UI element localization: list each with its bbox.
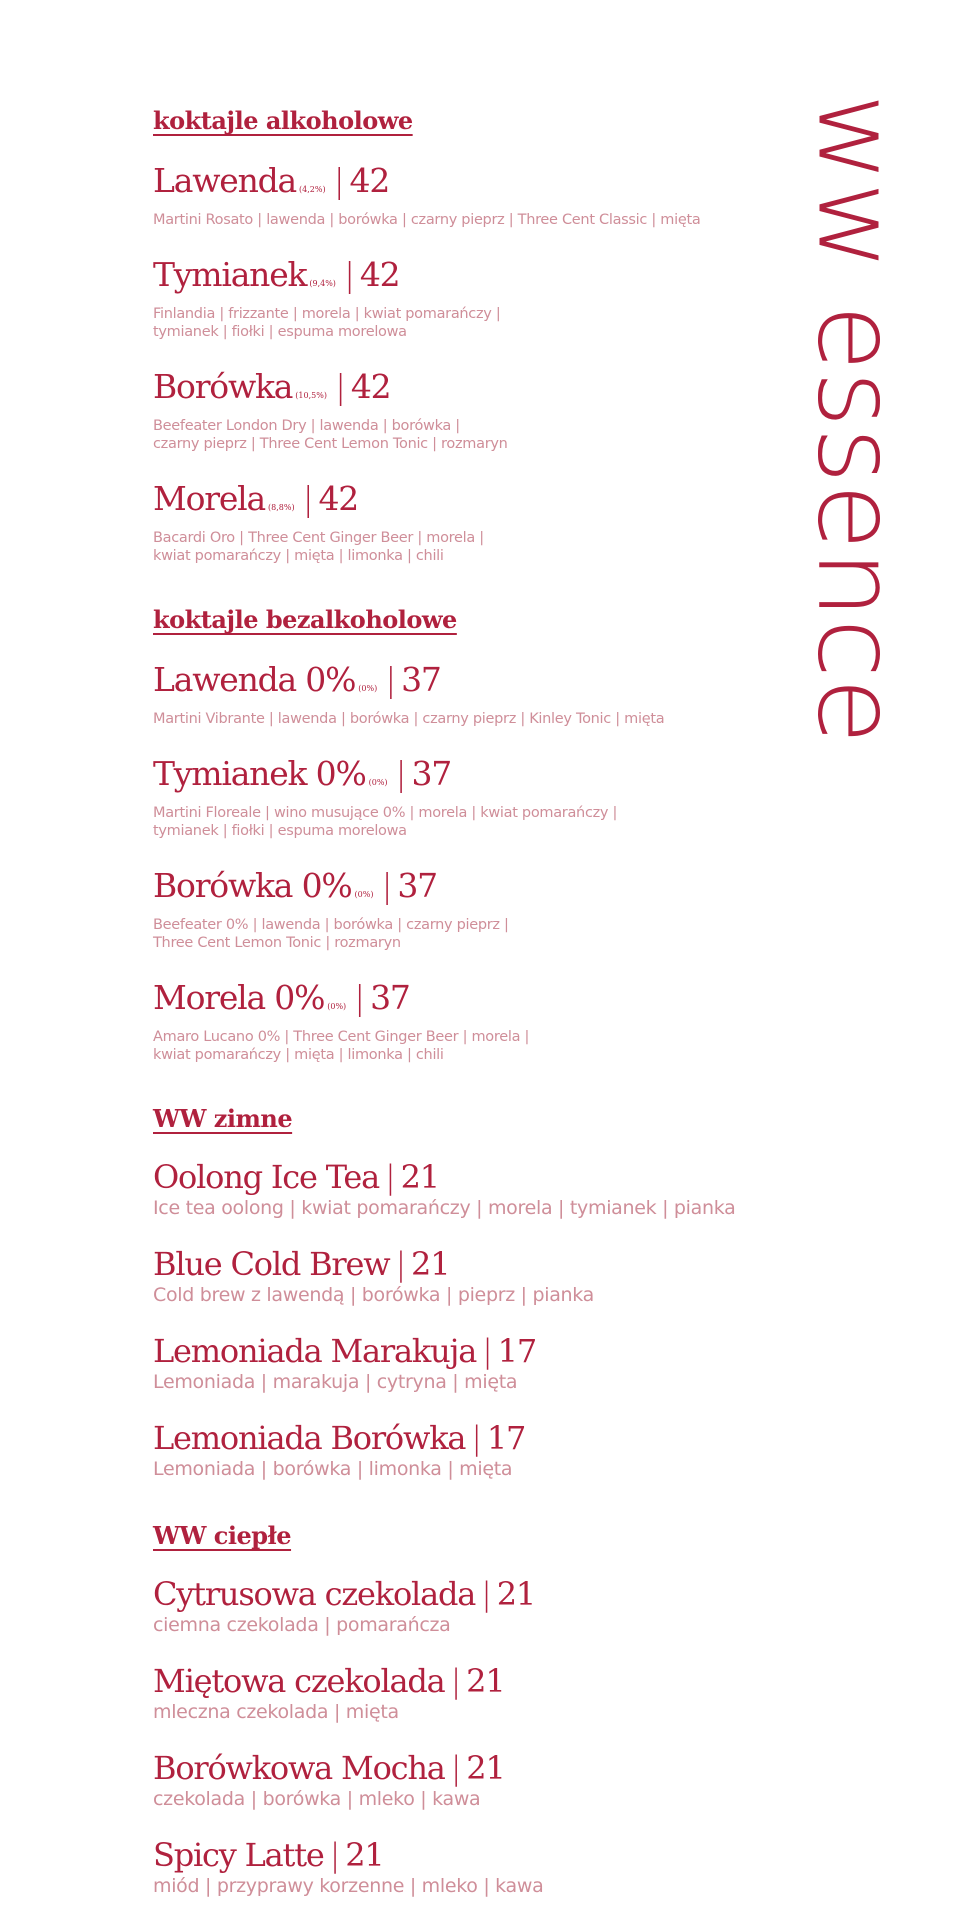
item-price: 21 <box>466 1749 505 1787</box>
item-description <box>153 417 753 453</box>
item-abv: (10,5%) <box>295 391 327 400</box>
item-price: 42 <box>350 367 391 406</box>
price-separator: | <box>302 479 313 518</box>
item-description <box>153 1283 753 1307</box>
item-title <box>153 1661 793 1701</box>
price-separator: | <box>471 1419 481 1457</box>
item-description <box>153 1700 753 1724</box>
item-price: 37 <box>411 754 452 793</box>
menu-item <box>153 255 793 341</box>
price-separator: | <box>343 255 354 294</box>
price-separator: | <box>450 1749 461 1787</box>
price-separator: | <box>450 1662 461 1700</box>
item-title <box>153 1418 793 1458</box>
item-description <box>153 1457 753 1481</box>
menu-item <box>153 161 793 229</box>
menu-item <box>153 1574 793 1637</box>
price-separator: | <box>395 1245 406 1283</box>
item-name: Blue Cold Brew <box>153 1245 390 1283</box>
menu-item <box>153 1157 793 1220</box>
menu <box>153 106 793 1898</box>
price-separator: | <box>481 1575 491 1613</box>
item-name: Morela 0% <box>153 978 325 1017</box>
price-separator: | <box>334 367 345 406</box>
item-name: Oolong Ice Tea <box>153 1158 380 1196</box>
description-line: Ice tea oolong | kwiat pomarańczy | morela | tymianek | pianka <box>153 1197 736 1219</box>
item-title <box>153 161 793 210</box>
price-separator: | <box>395 754 406 793</box>
menu-item <box>153 1835 793 1898</box>
price-separator: | <box>482 1332 492 1370</box>
description-line: Martini Floreale | wino musujące 0% | morela | kwiat pomarańczy | <box>153 805 618 821</box>
item-description <box>153 916 753 952</box>
item-name: Borówka 0% <box>153 866 352 905</box>
item-title <box>153 1244 793 1284</box>
item-title <box>153 255 793 304</box>
item-price: 21 <box>411 1245 450 1283</box>
item-price: 37 <box>401 660 441 699</box>
brand-name: ww essence <box>793 93 919 745</box>
item-title <box>153 660 793 709</box>
item-description <box>153 211 753 229</box>
item-price: 21 <box>400 1158 439 1196</box>
item-abv: (0%) <box>354 890 374 899</box>
item-price: 37 <box>397 866 437 905</box>
description-line: kwiat pomarańczy | mięta | limonka | chili <box>153 1047 444 1063</box>
description-line: tymianek | fiołki | espuma morelowa <box>153 324 407 340</box>
menu-item <box>153 1661 793 1724</box>
item-name: Cytrusowa czekolada <box>153 1575 476 1613</box>
item-title <box>153 1331 793 1371</box>
description-line: Lemoniada | borówka | limonka | mięta <box>153 1458 513 1480</box>
section-title-ww-zimne: WW zimne <box>153 1104 293 1133</box>
item-title <box>153 1748 793 1788</box>
description-line: kwiat pomarańczy | mięta | limonka | chili <box>153 548 444 564</box>
menu-item <box>153 1748 793 1811</box>
item-name: Lawenda 0% <box>153 660 356 699</box>
price-separator: | <box>354 978 365 1017</box>
item-price: 42 <box>359 255 400 294</box>
item-price: 21 <box>345 1836 384 1874</box>
item-description <box>153 1370 753 1394</box>
item-price: 21 <box>466 1662 505 1700</box>
item-description <box>153 710 753 728</box>
description-line: Beefeater 0% | lawenda | borówka | czarny pieprz | <box>153 917 509 933</box>
item-name: Lawenda <box>153 161 297 200</box>
description-line: Beefeater London Dry | lawenda | borówka | <box>153 418 460 434</box>
item-description <box>153 1196 753 1220</box>
item-description <box>153 804 753 840</box>
section-title-koktajle-bezalkoholowe: koktajle bezalkoholowe <box>153 605 457 634</box>
item-title <box>153 1574 793 1614</box>
description-line: Amaro Lucano 0% | Three Cent Ginger Beer | morela | <box>153 1029 530 1045</box>
item-abv: (4,2%) <box>299 185 326 194</box>
item-price: 42 <box>349 161 390 200</box>
menu-item <box>153 1331 793 1394</box>
item-description <box>153 1613 753 1637</box>
item-price: 37 <box>370 978 410 1017</box>
section-title-ww-cieple: WW ciepłe <box>153 1521 292 1550</box>
menu-item <box>153 367 793 453</box>
item-title <box>153 1157 793 1197</box>
item-name: Borówka <box>153 367 293 406</box>
description-line: czekolada | borówka | mleko | kawa <box>153 1788 481 1810</box>
item-title <box>153 1835 793 1875</box>
item-description <box>153 529 753 565</box>
item-title <box>153 367 793 416</box>
description-line: Cold brew z lawendą | borówka | pieprz | pianka <box>153 1284 595 1306</box>
item-name: Lemoniada Marakuja <box>153 1332 477 1370</box>
price-separator: | <box>385 660 396 699</box>
item-title <box>153 978 793 1027</box>
price-separator: | <box>329 1836 340 1874</box>
item-abv: (9,4%) <box>309 279 336 288</box>
price-separator: | <box>381 866 392 905</box>
item-description <box>153 1787 753 1811</box>
description-line: czarny pieprz | Three Cent Lemon Tonic | rozmaryn <box>153 436 508 452</box>
item-description <box>153 1028 753 1064</box>
description-line: miód | przyprawy korzenne | mleko | kawa <box>153 1875 544 1897</box>
item-title <box>153 754 793 803</box>
item-price: 17 <box>486 1419 526 1457</box>
description-line: tymianek | fiołki | espuma morelowa <box>153 823 407 839</box>
menu-item <box>153 866 793 952</box>
menu-item <box>153 660 793 728</box>
item-abv: (0%) <box>358 684 378 693</box>
section-title-koktajle-alkoholowe: koktajle alkoholowe <box>153 106 413 135</box>
menu-item <box>153 1244 793 1307</box>
item-name: Spicy Latte <box>153 1836 324 1874</box>
price-separator: | <box>333 161 344 200</box>
description-line: Martini Vibrante | lawenda | borówka | czarny pieprz | Kinley Tonic | mięta <box>153 711 665 727</box>
item-title <box>153 866 793 915</box>
item-abv: (0%) <box>327 1002 347 1011</box>
item-name: Morela <box>153 479 265 518</box>
menu-item <box>153 1418 793 1481</box>
item-title <box>153 479 793 528</box>
description-line: mleczna czekolada | mięta <box>153 1701 399 1723</box>
item-name: Tymianek 0% <box>153 754 366 793</box>
item-name: Lemoniada Borówka <box>153 1419 466 1457</box>
brand-wordmark <box>793 93 919 745</box>
description-line: Bacardi Oro | Three Cent Ginger Beer | morela | <box>153 530 484 546</box>
item-description <box>153 1874 753 1898</box>
menu-item <box>153 754 793 840</box>
description-line: Finlandia | frizzante | morela | kwiat pomarańczy | <box>153 306 501 322</box>
description-line: Martini Rosato | lawenda | borówka | czarny pieprz | Three Cent Classic | mięta <box>153 212 701 228</box>
item-name: Tymianek <box>153 255 307 294</box>
menu-item <box>153 978 793 1064</box>
item-price: 42 <box>318 479 359 518</box>
description-line: Three Cent Lemon Tonic | rozmaryn <box>153 935 401 951</box>
menu-item <box>153 479 793 565</box>
item-name: Miętowa czekolada <box>153 1662 445 1700</box>
item-abv: (8,8%) <box>268 503 295 512</box>
description-line: ciemna czekolada | pomarańcza <box>153 1614 451 1636</box>
item-name: Borówkowa Mocha <box>153 1749 445 1787</box>
item-description <box>153 305 753 341</box>
price-separator: | <box>385 1158 395 1196</box>
item-price: 21 <box>496 1575 536 1613</box>
item-price: 17 <box>497 1332 536 1370</box>
description-line: Lemoniada | marakuja | cytryna | mięta <box>153 1371 518 1393</box>
item-abv: (0%) <box>368 778 388 787</box>
